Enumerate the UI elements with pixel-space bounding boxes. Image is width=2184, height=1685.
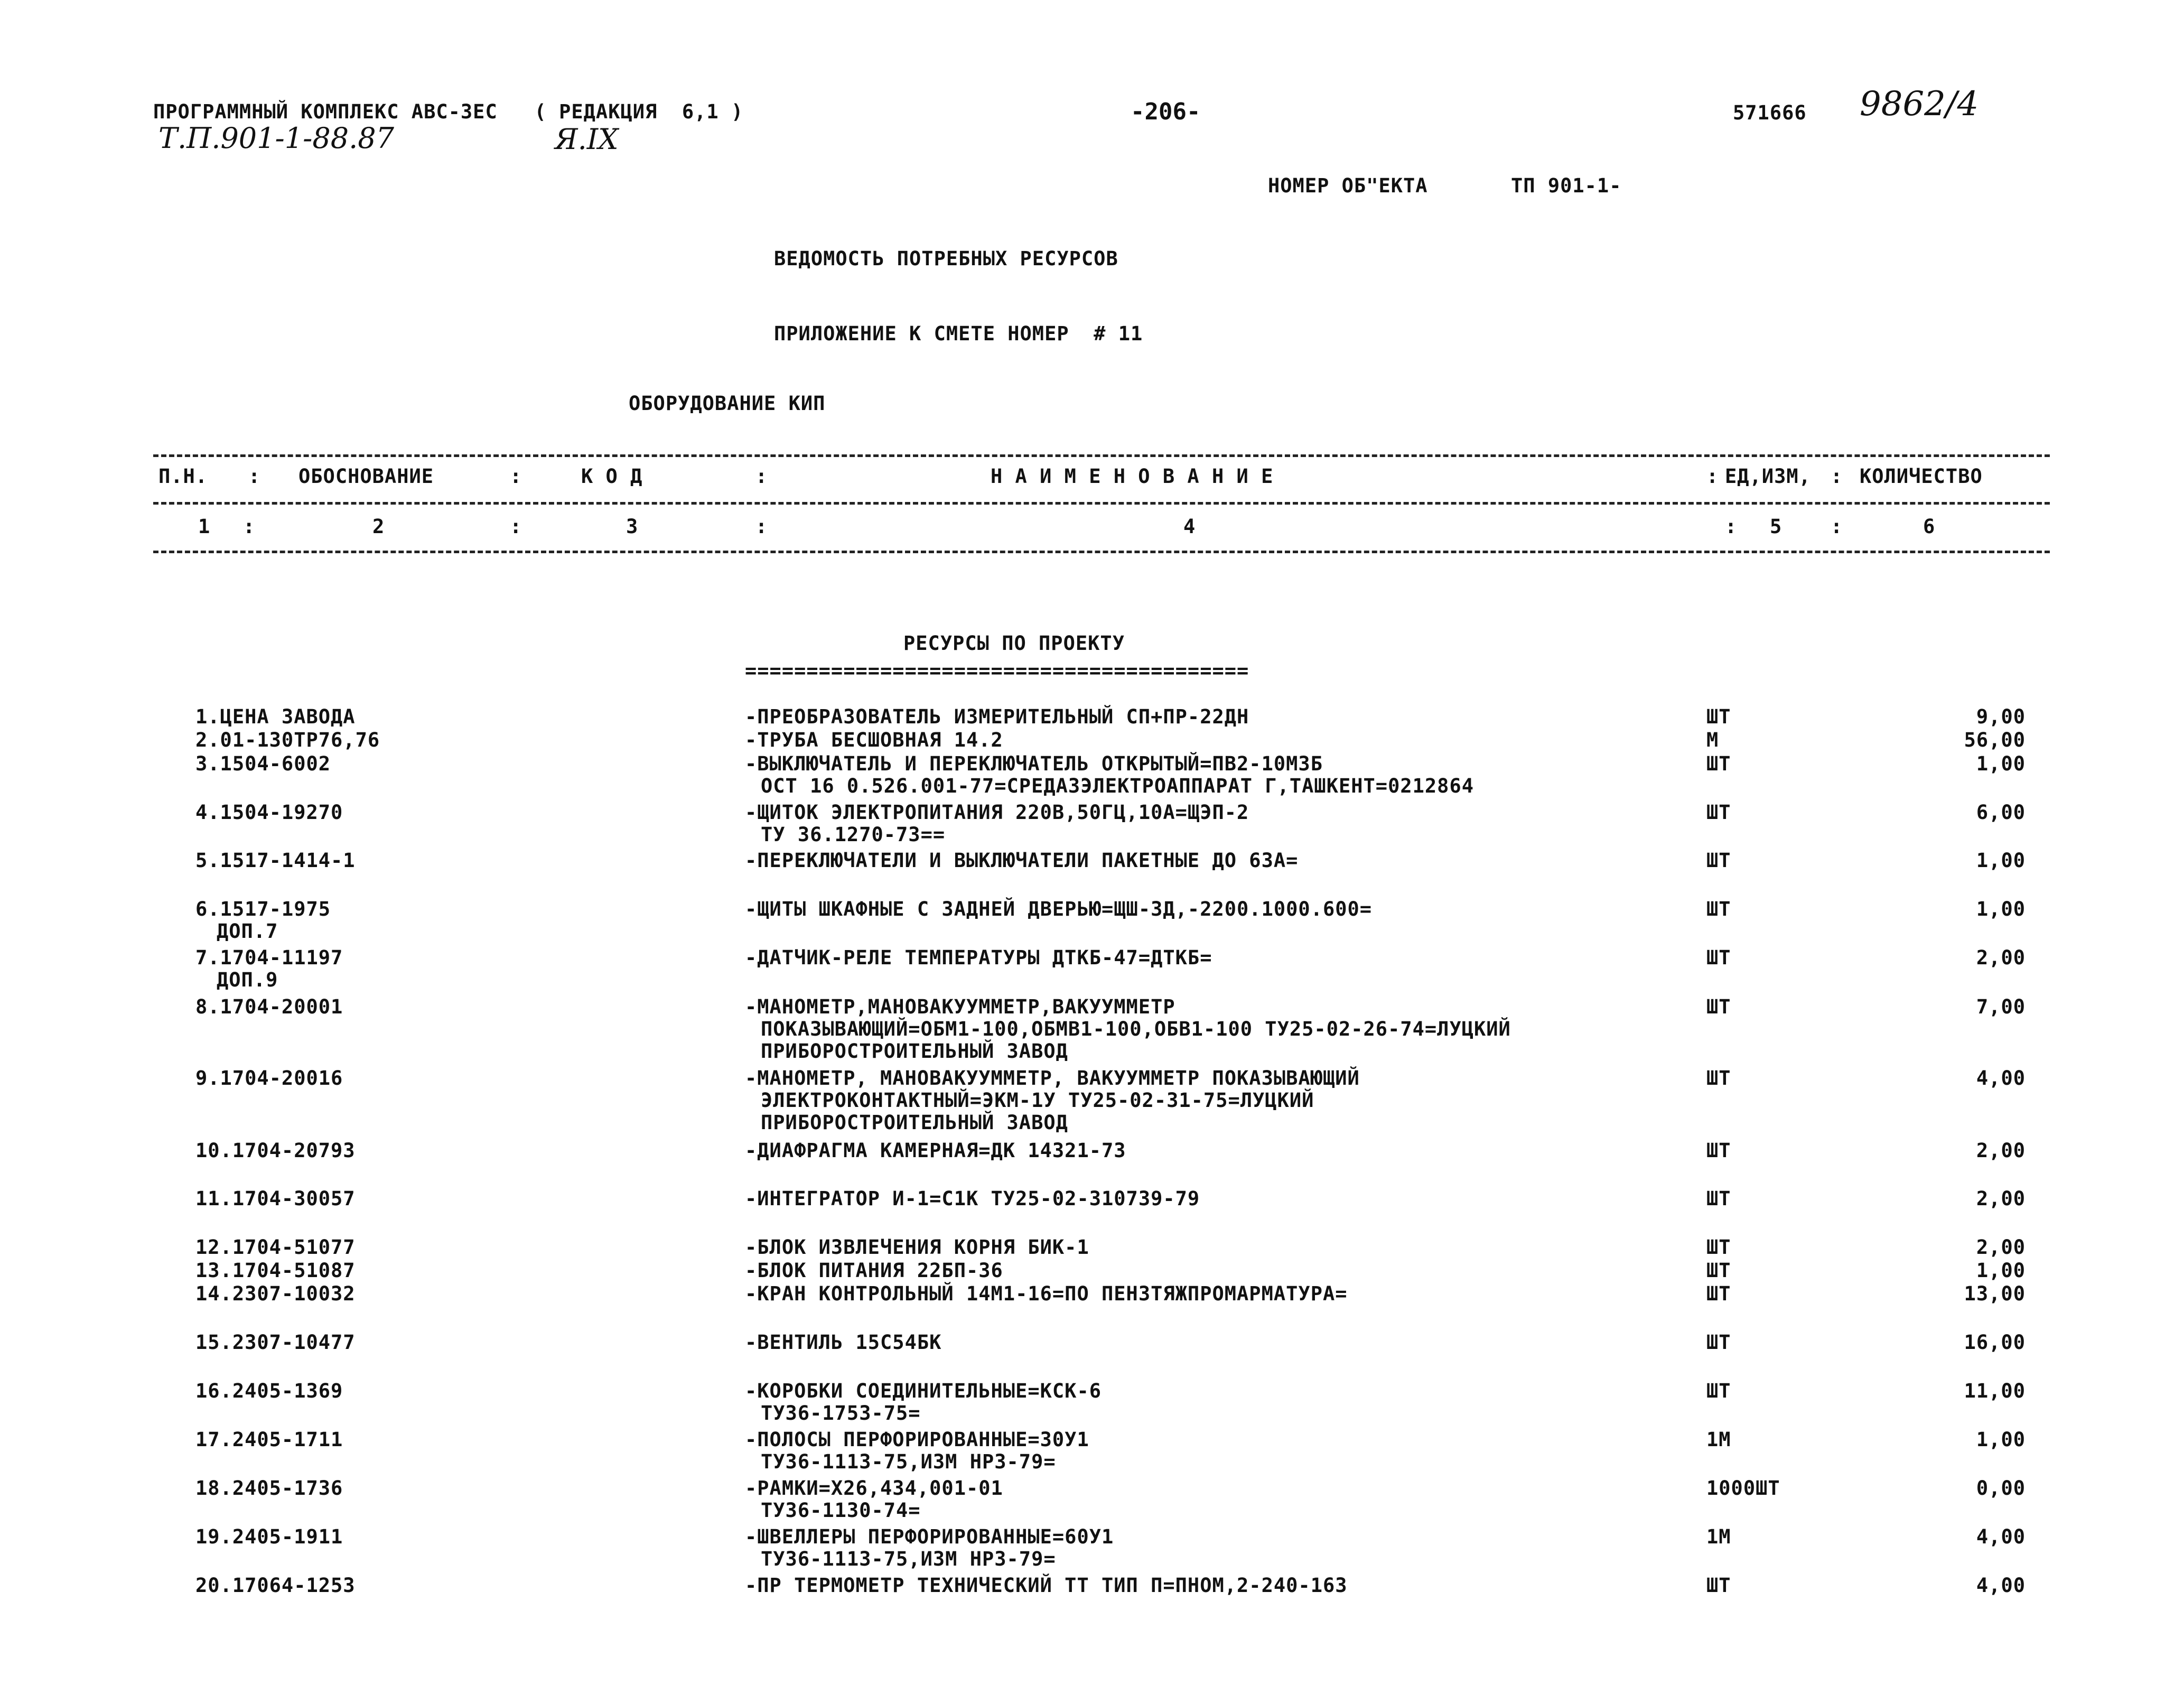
row-name-line2: ТУ36-1130-74=: [761, 1499, 921, 1522]
row-unit: ШТ: [1706, 849, 1731, 872]
row-code: 16.2405-1369: [195, 1380, 343, 1402]
row-quantity: 1,00: [1976, 752, 2026, 775]
row-name: -ПЕРЕКЛЮЧАТЕЛИ И ВЫКЛЮЧАТЕЛИ ПАКЕТНЫЕ ДО 63А=: [745, 849, 1299, 872]
row-quantity: 11,00: [1964, 1380, 2026, 1402]
group-title: РЕСУРСЫ ПО ПРОЕКТУ: [903, 632, 1125, 655]
row-quantity: 4,00: [1976, 1067, 2026, 1090]
section-title: ОБОРУДОВАНИЕ КИП: [629, 392, 826, 415]
row-code: 4.1504-19270: [195, 801, 343, 824]
row-code: 11.1704-30057: [195, 1187, 356, 1210]
col-number-1: 1: [198, 515, 211, 538]
row-name-line2: ОСТ 16 0.526.001-77=СРЕДАЗЭЛЕКТРОАППАРАТ Г,ТАШКЕНТ=0212864: [761, 775, 1474, 797]
col-header-pn: П.Н.: [158, 465, 208, 488]
document-number: 571666: [1733, 101, 1807, 124]
row-name: -ДИАФРАГМА КАМЕРНАЯ=ДК 14321-73: [745, 1139, 1126, 1162]
row-name: -ИНТЕГРАТОР И-1=С1К ТУ25-02-310739-79: [745, 1187, 1200, 1210]
row-unit: ШТ: [1706, 1259, 1731, 1282]
document-title: ВЕДОМОСТЬ ПОТРЕБНЫХ РЕСУРСОВ: [774, 247, 1118, 270]
row-unit: ШТ: [1706, 1236, 1731, 1259]
header-rule-top: [153, 454, 2050, 457]
page-number: -206-: [1131, 98, 1201, 125]
col-header-basis: ОБОСНОВАНИЕ: [298, 465, 434, 488]
row-name-line2: ТУ36-1113-75,ИЗМ НР3-79=: [761, 1450, 1056, 1473]
row-name: -РАМКИ=Х26,434,001-01: [745, 1477, 1003, 1500]
row-unit: ШТ: [1706, 1380, 1731, 1402]
row-unit: ШТ: [1706, 801, 1731, 824]
row-name-line2: ТУ36-1113-75,ИЗМ НР3-79=: [761, 1548, 1056, 1570]
col-header-code: К О Д: [581, 465, 643, 488]
row-quantity: 1,00: [1976, 849, 2026, 872]
row-quantity: 4,00: [1976, 1574, 2026, 1597]
row-code: 7.1704-11197: [195, 946, 343, 969]
handwritten-album: Я.IX: [555, 123, 619, 156]
row-quantity: 2,00: [1976, 1139, 2026, 1162]
row-code: 10.1704-20793: [195, 1139, 356, 1162]
handwritten-sheet-number: 9862/4: [1860, 85, 1979, 124]
row-unit: М: [1706, 729, 1719, 751]
row-unit: 1М: [1706, 1428, 1731, 1451]
row-quantity: 2,00: [1976, 1187, 2026, 1210]
row-code: 1.ЦЕНА ЗАВОДА: [195, 705, 356, 728]
row-quantity: 1,00: [1976, 1259, 2026, 1282]
handwritten-project-code: Т.П.901-1-88.87: [158, 122, 394, 155]
col-number-4: 4: [1183, 515, 1196, 538]
row-quantity: 9,00: [1976, 705, 2026, 728]
header-rule-bottom: [153, 551, 2050, 553]
row-name: -МАНОМЕТР, МАНОВАКУУММЕТР, ВАКУУММЕТР ПОКАЗЫВАЮЩИЙ: [745, 1067, 1360, 1090]
row-name: -КРАН КОНТРОЛЬНЫЙ 14М1-16=ПО ПЕНЗТЯЖПРОМАРМАТУРА=: [745, 1282, 1348, 1305]
group-title-underline: =========================================: [745, 659, 1249, 682]
row-code: 14.2307-10032: [195, 1282, 356, 1305]
row-name: -ЩИТОК ЭЛЕКТРОПИТАНИЯ 220В,50ГЦ,10А=ЩЭП-2: [745, 801, 1249, 824]
header-rule-middle: [153, 502, 2050, 505]
row-name: -МАНОМЕТР,МАНОВАКУУММЕТР,ВАКУУММЕТР: [745, 995, 1175, 1018]
row-name: -ПОЛОСЫ ПЕРФОРИРОВАННЫЕ=30У1: [745, 1428, 1089, 1451]
row-code: 6.1517-1975: [195, 898, 331, 920]
row-code: 5.1517-1414-1: [195, 849, 356, 872]
row-unit: 1М: [1706, 1525, 1731, 1548]
row-code-suffix: ДОП.9: [217, 969, 278, 991]
row-name-line2: ПОКАЗЫВАЮЩИЙ=ОБМ1-100,ОБМВ1-100,ОБВ1-100 ТУ25-02-26-74=ЛУЦКИЙ: [761, 1018, 1511, 1040]
row-name-line2: ТУ 36.1270-73==: [761, 823, 946, 846]
row-quantity: 56,00: [1964, 729, 2026, 751]
object-number-value: ТП 901-1-: [1511, 174, 1622, 197]
col-header-qty: КОЛИЧЕСТВО: [1860, 465, 1983, 488]
row-name: -БЛОК ИЗВЛЕЧЕНИЯ КОРНЯ БИК-1: [745, 1236, 1089, 1259]
row-code: 8.1704-20001: [195, 995, 343, 1018]
col-number-5: 5: [1770, 515, 1782, 538]
row-unit: ШТ: [1706, 1282, 1731, 1305]
row-quantity: 2,00: [1976, 1236, 2026, 1259]
row-code: 19.2405-1911: [195, 1525, 343, 1548]
row-unit: ШТ: [1706, 705, 1731, 728]
row-name-line3: ПРИБОРОСТРОИТЕЛЬНЫЙ ЗАВОД: [761, 1111, 1068, 1134]
row-code: 2.01-130ТР76,76: [195, 729, 380, 751]
row-unit: ШТ: [1706, 1574, 1731, 1597]
row-unit: ШТ: [1706, 1139, 1731, 1162]
row-name: -ШВЕЛЛЕРЫ ПЕРФОРИРОВАННЫЕ=60У1: [745, 1525, 1114, 1548]
row-code: 15.2307-10477: [195, 1331, 356, 1354]
row-name-line2: ТУ36-1753-75=: [761, 1402, 921, 1425]
row-quantity: 1,00: [1976, 1428, 2026, 1451]
row-unit: ШТ: [1706, 1067, 1731, 1090]
row-unit: ШТ: [1706, 946, 1731, 969]
row-quantity: 0,00: [1976, 1477, 2026, 1500]
row-code: 13.1704-51087: [195, 1259, 356, 1282]
row-name-line3: ПРИБОРОСТРОИТЕЛЬНЫЙ ЗАВОД: [761, 1040, 1068, 1063]
col-number-6: 6: [1923, 515, 1936, 538]
program-title: ПРОГРАММНЫЙ КОМПЛЕКС АВС-3ЕС ( РЕДАКЦИЯ 6,1 ): [153, 100, 744, 123]
row-name: -ДАТЧИК-РЕЛЕ ТЕМПЕРАТУРЫ ДТКБ-47=ДТКБ=: [745, 946, 1212, 969]
row-code: 18.2405-1736: [195, 1477, 343, 1500]
row-unit: ШТ: [1706, 1187, 1731, 1210]
object-number-label: НОМЕР ОБ"ЕКТА: [1268, 174, 1428, 197]
col-number-2: 2: [372, 515, 385, 538]
row-quantity: 7,00: [1976, 995, 2026, 1018]
row-name-line2: ЭЛЕКТРОКОНТАКТНЫЙ=ЭКМ-1У ТУ25-02-31-75=ЛУЦКИЙ: [761, 1089, 1314, 1112]
row-quantity: 6,00: [1976, 801, 2026, 824]
row-unit: ШТ: [1706, 752, 1731, 775]
col-header-name: Н А И М Е Н О В А Н И Е: [991, 465, 1274, 488]
row-quantity: 2,00: [1976, 946, 2026, 969]
row-code: 17.2405-1711: [195, 1428, 343, 1451]
row-name: -ВЕНТИЛЬ 15С54БК: [745, 1331, 942, 1354]
row-unit: ШТ: [1706, 1331, 1731, 1354]
document-subtitle: ПРИЛОЖЕНИЕ К СМЕТЕ НОМЕР # 11: [774, 322, 1143, 345]
row-name: -КОРОБКИ СОЕДИНИТЕЛЬНЫЕ=КСК-6: [745, 1380, 1102, 1402]
row-name: -ПРЕОБРАЗОВАТЕЛЬ ИЗМЕРИТЕЛЬНЫЙ СП+ПР-22ДН: [745, 705, 1249, 728]
row-name: -БЛОК ПИТАНИЯ 22БП-36: [745, 1259, 1003, 1282]
row-name: -ВЫКЛЮЧАТЕЛЬ И ПЕРЕКЛЮЧАТЕЛЬ ОТКРЫТЫЙ=ПВ2-10М3Б: [745, 752, 1323, 775]
col-header-unit: ЕД,ИЗМ,: [1725, 465, 1811, 488]
row-name: -ЩИТЫ ШКАФНЫЕ С ЗАДНЕЙ ДВЕРЬЮ=ЩШ-ЗД,-2200.1000.600=: [745, 898, 1373, 920]
row-unit: 1000ШТ: [1706, 1477, 1780, 1500]
row-code: 20.17064-1253: [195, 1574, 356, 1597]
row-unit: ШТ: [1706, 898, 1731, 920]
row-code: 3.1504-6002: [195, 752, 331, 775]
row-unit: ШТ: [1706, 995, 1731, 1018]
row-quantity: 1,00: [1976, 898, 2026, 920]
row-quantity: 4,00: [1976, 1525, 2026, 1548]
row-name: -ТРУБА БЕСШОВНАЯ 14.2: [745, 729, 1003, 751]
row-code-suffix: ДОП.7: [217, 920, 278, 943]
row-quantity: 13,00: [1964, 1282, 2026, 1305]
row-quantity: 16,00: [1964, 1331, 2026, 1354]
row-name: -ПР ТЕРМОМЕТР ТЕХНИЧЕСКИЙ ТТ ТИП П=ПНОМ,2-240-163: [745, 1574, 1348, 1597]
row-code: 9.1704-20016: [195, 1067, 343, 1090]
row-code: 12.1704-51077: [195, 1236, 356, 1259]
col-number-3: 3: [626, 515, 639, 538]
